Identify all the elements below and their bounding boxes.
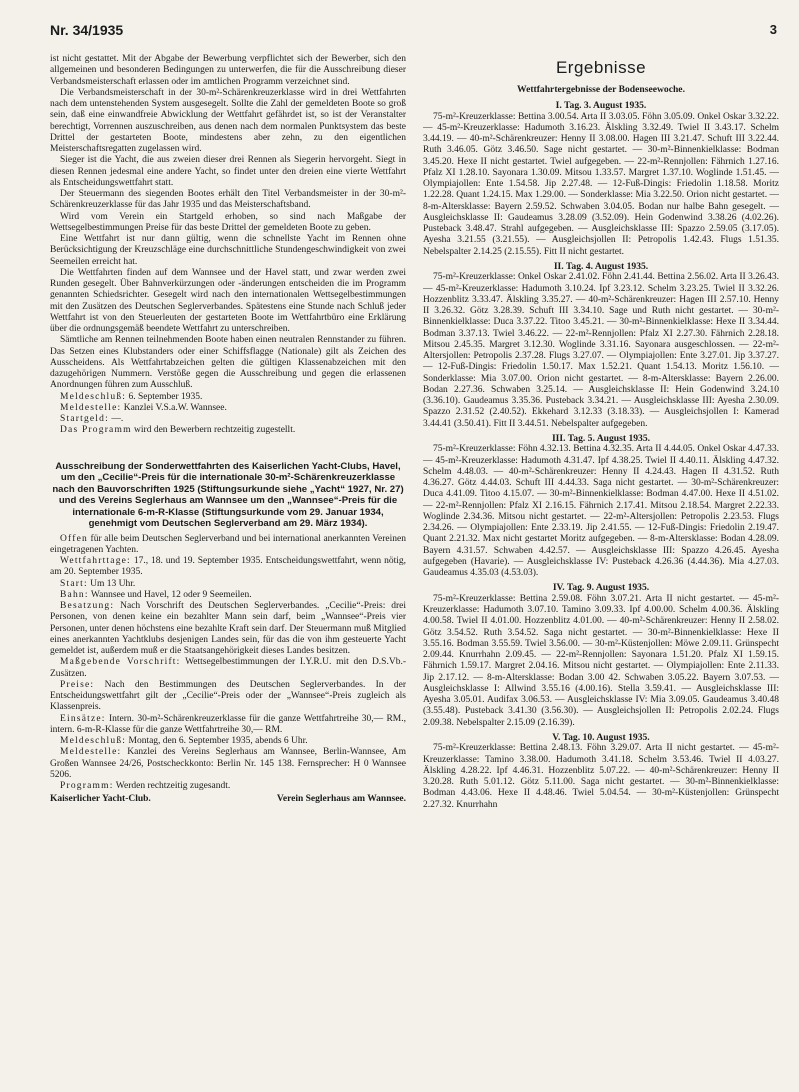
day-title: III. Tag. 5. August 1935. — [551, 432, 651, 444]
field-label: Meldeschluß: — [60, 391, 127, 402]
paragraph: Die Wettfahrten finden auf dem Wannsee und der Havel statt, und zwar werden zwei Runden gesegelt. Über Bahnverkürzungen oder -änderungen entscheiden die im Programm genannten Schiedsrichter. Gesegelt wird nach den internationalen Wettsegelbestimmungen mit den Zusätzen des Deutschen Seglerverbandes. Spätestens eine Stunde nach Schluß jeder Wettfahrt ist von den Steuerleuten der gestarteten Boote im Wettfahrtbüro eine Erklärung über die ordnungsgemäß beendete Wettfahrt zu unterschreiben. — [50, 267, 406, 334]
program-note — [50, 425, 406, 436]
signature-kyc: Kaiserlicher Yacht-Club. — [50, 794, 151, 805]
day-results — [423, 261, 779, 430]
paragraph: Die Verbandsmeisterschaft in der 30-m²-Schärenkreuzerklasse wird in drei Wettfahrten nach dem untenstehenden System ausgesegelt. Sollte die Zahl der gemeldeten Boote so groß sein, daß eine einwandfreie Abwicklung der Wettfahrt gefährdet ist, so ist der Veranstalter berechtigt, Vorrennen auszuschreiben, aus denen nach dem normalen Punktsystem das beste Drittel der gestarteten Boote, mindestens aber zehn, zu den eigentlichen Meisterschaftsregatten zugelassen wird. — [50, 87, 406, 154]
field-label: Startgeld: — [60, 414, 109, 424]
detail-label: Meldestelle: — [60, 747, 122, 758]
field-value: 6. September 1935. — [128, 391, 203, 402]
detail-value: für alle beim Deutschen Seglerverband und bei international anerkannten Vereinen eingetragenen Yachten. — [50, 533, 406, 555]
day-title: V. Tag. 10. August 1935. — [552, 731, 650, 743]
detail-meldestelle — [50, 747, 406, 781]
detail-value: 17., 18. und 19. September 1935. Entscheidungswettfahrt, wenn nötig, am 20. September 1935. — [50, 556, 406, 578]
day-title: I. Tag. 3. August 1935. — [555, 100, 647, 111]
day-title: IV. Tag. 9. August 1935. — [552, 582, 650, 594]
detail-vorschrift — [50, 657, 406, 680]
field-meldestelle — [50, 403, 406, 414]
paragraph: Eine Wettfahrt ist nur dann gültig, wenn die schnellste Yacht im Rennen ohne Berücksichtigung der Kreuzschläge eine durchschnittliche Stundengeschwindigkeit von zwei Seemeilen erreicht hat. — [50, 234, 406, 267]
detail-programm — [50, 781, 406, 792]
field-startgeld — [50, 414, 406, 425]
paragraph: ist nicht gestattet. Mit der Abgabe der Bewerbung verpflichtet sich der Bewerber, sich den allgemeinen und besonderen Bedingungen zu unterwerfen, die für die Ausschreibung dieser Verbandsmeisterschaft erlassen oder im amtlichen Programm verzeichnet sind. — [50, 54, 406, 87]
program-label: Das Programm — [60, 425, 132, 436]
detail-label: Einsätze: — [60, 713, 106, 724]
day-results — [423, 433, 779, 580]
results-subtitle: Wettfahrtergebnisse der Bodenseewoche. — [517, 84, 685, 95]
day-text: 75-m²-Kreuzerklasse: Bettina 2.48.13. Föhn 3.29.07. Arta II nicht gestartet. — 45-m²-Kreuzerklasse: Tamino 3.38.00. Hadumoth 3.41.18. Schelm 3.53.46. Twiel II 4.03.27. Älskling 4.28.22. Ipf 4.46.31. Hozzenblitz 5.07.22. — 40-m²-Schärenkreuzer: Henny II 3.20.28. Ruth 5.01.12. Götz 5.11.00. Saga nicht gestartet. — 30-m²-Binnenkielklasse: Bodman 4.43.06. Hexe II 4.48.46. Twiel 5.04.54. — 30-m²-Küstenjollen: Grünspecht 2.27.32. Knurrhahn — [423, 743, 779, 810]
day-results — [423, 100, 779, 258]
day-title: II. Tag. 4. August 1935. — [553, 260, 649, 272]
field-value: —. — [111, 414, 124, 424]
spacer — [50, 437, 406, 461]
day-text: 75-m²-Kreuzerklasse: Bettina 3.00.54. Arta II 3.03.05. Föhn 3.05.09. Onkel Oskar 3.32.22. — 45-m²-Kreuzerklasse: Hadumoth 3.16.23. Älskling 3.32.49. Twiel II 3.43.17. Schelm 3.44.19. — 40-m²-Schärenkreuzer: Henny II 3.08.00. Hagen III 3.21.47. Schuft III 3.22.44. Ruth 3.46.05. Götz 3.46.50. Sage nicht gestartet. — 30-m²-Binnenkielklasse: Bodman 3.45.20. Hexe II nicht gestartet. Twiel aufgegeben. — 22-m²-Rennjollen: Fährnich 1.27.16. Pfalz XI 1.28.10. Sayonara 1.30.09. Mitsou 1.33.57. Margret 1.37.10. Woglinde 1.51.45. — Olympiajollen: Ente 1.54.58. Jip 2.27.48. — 12-Fuß-Dingis: Friedolin 1.18.58. Moritz 1.22.28. Quant 1.24.15. Max 1.29.00. — Sonderklasse: Mia 3.22.50. Orion nicht gestartet. — 8-m-Altersklasse: Bayern 2.59.52. Schwaben 3.04.05. Bodan nur halbe Bahn gesegelt. — Ausgleichsklasse II: Gaudeamus 3.28.09 (3.52.09). Hein Godenwind 3.38.26 (4.02.26). Pusteback 3.48.47. Strahl aufgegeben. — Ausgleichsklasse III: Spazzo 2.59.05 (3.17.05). Ayesha 3.21.55 (3.21.55). — Ausgleichsjollen II: Petropolis 1.42.43. Flugs 1.51.35. Nebelspalter 2.14.25 (2.15.55). Fitt II nicht gestartet. — [423, 111, 779, 257]
right-column — [423, 54, 779, 1088]
day-results — [423, 732, 779, 811]
day-text: 75-m²-Kreuzerklasse: Onkel Oskar 2.41.02. Föhn 2.41.44. Bettina 2.56.02. Arta II 3.26.43. — 45-m²-Kreuzerklasse: Hadumoth 3.10.24. Ipf 3.23.12. Schelm 3.23.25. Twiel II 3.32.26. Hozzenblitz 3.33.47. Älskling 3.35.27. — 40-m²-Schärenkreuzer: Hagen III 2.57.10. Henny II 3.26.32. Götz 3.28.39. Schuft III 3.34.10. Sage und Ruth nicht gestartet. — 30-m²-Binnenkielklasse: Duca 3.37.22. Titoo 3.45.21. — 30-m²-Binnenkielklasse: Hexe II 3.34.44. Bodman 3.37.13. Twiel 3.46.22. — 22-m²-Rennjollen: Pfalz XI 2.27.30. Fährnich 2.28.18. Mitsou 2.45.35. Margret 3.12.30. Woglinde 3.31.16. Sayonara ausgeschlossen. — 22-m²-Altersjollen: Petropolis 2.37.28. Flugs 3.27.07. — Olympiajollen: Ente 3.27.01. Jip 3.37.27. — 12-Fuß-Dingis: Friedolin 1.50.17. Max 1.52.21. Quant 1.54.13. Moritz 1.56.10. — Sonderklasse: Mia 3.07.00. Orion nicht gestartet. — 8-m-Altersklasse: Bayern 2.26.00. Bodan 2.27.36. Schwaben 3.25.14. — Ausgleichsklasse II: Hein Godenwind 3.24.10 (3.36.10). Gaudeamus 3.35.36. Pusteback 3.34.21. — Ausgleichsklasse III: Ayesha 2.30.09. Spazzo 2.31.52 (2.40.52). Ekkehard 3.12.33 (3.18.33). — Ausgleichsjollen I: Kamerad 3.44.41 (3.50.41). Fitt II 3.44.51. Nebelspalter aufgegeben. — [423, 272, 779, 429]
detail-value: Montag, den 6. September 1935, abends 6 Uhr. — [128, 736, 308, 746]
day-text: 75-m²-Kreuzerklasse: Föhn 4.32.13. Bettina 4.32.35. Arta II 4.44.05. Onkel Oskar 4.47.33. — 45-m²-Kreuzerklasse: Hadumoth 4.31.47. Ipf 4.38.25. Twiel II 4.40.11. Älskling 4.47.32. Schelm 4.48.03. — 40-m²-Schärenkreuzer: Henny II 4.24.43. Hagen II 4.31.52. Ruth 4.36.27. Götz 4.44.03. Schuft III 4.44.33. Saga nicht gestartet. — 30-m²-Schärenkreuzer: Duca 4.41.09. Titoo 4.15.07. — 30-m²-Binnenkielklasse: Bodman 4.47.00. Hexe II 4.51.02. — 22-m²-Rennjollen: Pfalz XI 2.16.15. Fährnich 2.17.41. Mitsou 2.18.54. Margret 2.22.33. Woglinde 2.34.36. Mitsou nicht gestartet. — 22-m²-Altersjollen: Petropolis 2.23.53. Flugs 2.34.26. — Olympiajollen: Ente 2.33.19. Jip 2.41.55. — 12-Fuß-Dingis: Friedolin 2.19.47. Quant 2.21.32. Max nicht gestartet Moritz aufgegeben. — 8-m-Altersklasse: Bodan 4.28.09. Bayern 4.31.57. Schwaben 4.42.57. — Ausgleichsklasse III: Spazzo 4.26.45. Ayesha aufgegeben (Havarie). — Ausgleichsklasse IV: Pusteback 4.26.36 (4.44.36). Mia 4.27.03. Gaudeamus 4.35.03 (4.53.03). — [423, 444, 779, 578]
issue-number: Nr. 34/1935 — [50, 22, 124, 38]
detail-meldeschluss — [50, 736, 406, 747]
detail-label: Programm: — [60, 781, 114, 791]
program-text: wird den Bewerbern rechtzeitig zugestellt. — [134, 425, 296, 436]
detail-label: Offen — [60, 533, 88, 544]
detail-value: Nach den Bestimmungen des Deutschen Seglerverbandes. In der Entscheidungswettfahrt gilt der „Cecilie“-Preis oder der „Wannsee“-Preis zugleich als Klassenpreis. — [50, 679, 406, 713]
field-meldeschluss — [50, 392, 406, 403]
detail-label: Bahn: — [60, 589, 89, 600]
paragraph: Der Steuermann des siegenden Bootes erhält den Titel Verbandsmeister in der 30-m²-Schärenkreuzerklasse für das Jahr 1935 und das Meisterschaftsband. — [50, 189, 406, 211]
field-value: Kanzlei V.S.a.W. Wannsee. — [123, 402, 227, 413]
detail-label: Besatzung: — [60, 601, 115, 611]
signatures — [50, 794, 406, 806]
detail-label: Meldeschluß: — [60, 736, 127, 746]
detail-label: Start: — [60, 578, 88, 589]
detail-value: Wannsee und Havel, 12 oder 9 Seemeilen. — [90, 589, 252, 600]
detail-label: Preise: — [60, 679, 95, 690]
detail-einsaetze — [50, 714, 406, 737]
paragraph: Sämtliche am Rennen teilnehmenden Boote haben einen neutralen Rennstander zu führen. Das Setzen eines Klubstanders oder einer Schiffsflagge (Nationale) gilt als Zeichen des Ausscheidens. Als Wettfahrtabzeichen gelten die gültigen Klassenabzeichen mit den dazugehörigen Nummern. Verstöße gegen die Ausschreibung und gegen die erlassenen Anordnungen führen zum Ausschluß. — [50, 335, 406, 391]
left-column — [50, 54, 406, 1088]
detail-offen — [50, 534, 406, 557]
detail-bahn — [50, 590, 406, 601]
detail-besatzung — [50, 601, 406, 657]
detail-preise — [50, 680, 406, 714]
paragraph: Sieger ist die Yacht, die aus zweien dieser drei Rennen als Siegerin hervorgeht. Siegt in diesen Rennen jedesmal eine andere Yacht, so findet unter den dreien eine vierte Wettfahrt als Entscheidungswettfahrt statt. — [50, 155, 406, 188]
detail-value: Um 13 Uhr. — [90, 578, 136, 589]
page-number: 3 — [769, 22, 777, 37]
detail-wettfahrttage — [50, 556, 406, 579]
paragraph: Wird vom Verein ein Startgeld erhoben, so sind nach Maßgabe der Wettsegelbestimmungen Preise für das beste Drittel der gemeldeten Boote zu geben. — [50, 211, 406, 233]
detail-value: Werden rechtzeitig zugesandt. — [115, 781, 231, 791]
announcement-heading: Ausschreibung der Sonderwettfahrten des Kaiserlichen Yacht-Clubs, Havel, um den „Cecilie“-Preis für die internationale 30-m²-Schärenkreuzerklasse nach den Bauvorschriften 1925 (Stiftungsurkunde siehe „Yacht“ 1927, Nr. 27) und des Vereins Seglerhaus am Wannsee um den „Wannsee“-Preis für die internationale 6-m-R-Klasse (Stiftungsurkunde vom 29. Januar 1934, genehmigt vom Deutschen Seglerverband am 29. März 1934). — [52, 460, 404, 529]
detail-start — [50, 579, 406, 590]
results-title: Ergebnisse — [555, 58, 647, 77]
detail-value: Intern. 30-m²-Schärenkreuzerklasse für die ganze Wettfahrtreihe 30,— RM., intern. 6-m-R-Klasse für die ganze Wettfahrtreihe 30,— RM. — [50, 713, 406, 735]
day-results — [423, 582, 779, 729]
detail-label: Maßgebende Vorschrift: — [60, 657, 181, 668]
detail-value: Nach Vorschrift des Deutschen Seglerverbandes. „Cecilie“-Preis: drei Personen, von denen keine ein bezahlter Mann sein darf, beim „Wannsee“-Preis vier Personen, unter denen höchstens eine bezahlte Kraft sein darf. Der Steuermann muß Mitglied eines anerkannten Yachtklubs desjenigen Landes sein, für das die von ihm gesteuerte Yacht gemeldet ist, außerdem muß er die Staatsangehörigkeit dieses Landes besitzen. — [50, 601, 406, 656]
detail-label: Wettfahrttage: — [60, 556, 131, 566]
detail-value: Kanzlei des Vereins Seglerhaus am Wannsee, Berlin-Wannsee, Am Großen Wannsee 24/26, Postscheckkonto: Berlin Nr. 145 138. Fernsprecher: H 0 Wannsee 5206. — [50, 747, 406, 780]
detail-value: Wettsegelbestimmungen der I.Y.R.U. mit den D.S.Vb.-Zusätzen. — [50, 657, 406, 679]
field-label: Meldestelle: — [60, 402, 122, 413]
day-text: 75-m²-Kreuzerklasse: Bettina 2.59.08. Föhn 3.07.21. Arta II nicht gestartet. — 45-m²-Kreuzerklasse: Hadumoth 3.07.10. Tamino 3.09.33. Ipf 4.00.00. Schelm 4.00.36. Älskling 4.00.58. Twiel II 4.01.00. Hozzenblitz 4.01.00. — 40-m²-Schärenkreuzer: Henny II 2.58.02. Götz 3.54.52. Ruth 3.54.52. Saga nicht gestartet. — 30-m²-Binnenkielklasse: Hexe II 3.55.16. Bodman 3.55.59. Twiel 3.56.00. — 30-m²-Küstenjollen: Möwe 2.09.11. Grünspecht 2.09.44. Knurrhahn 2.09.45. — 22-m²-Rennjollen: Sayonara 1.51.20. Pfalz XI 1.59.15. Fährnich 1.59.17. Margret 2.04.16. Mitsou nicht gestartet. — Olympiajollen: Ente 2.11.33. Jip 2.17.12. — 8-m-Altersklasse: Bodan 3.00 42. Schwaben 3.05.22. Bayern 3.07.53. — Ausgleichsklasse I: Allwind 3.55.16 (4.00.16). Stella 3.59.41. — Ausgleichsklasse III: Ayesha 3.05.01. Audifax 3.06.53. — Ausgleichsklasse IV: Mia 3.09.05. Gaudeamus 3.40.48 (3.55.48). Pusteback 3.41.30 (3.56.30). — Ausgleichsjollen II: Petropolis 2.02.24. Flugs 2.09.38. Nebelspalter 2.15.09 (2.16.39). — [423, 593, 779, 728]
signature-vsaw: Verein Seglerhaus am Wannsee. — [276, 794, 406, 805]
